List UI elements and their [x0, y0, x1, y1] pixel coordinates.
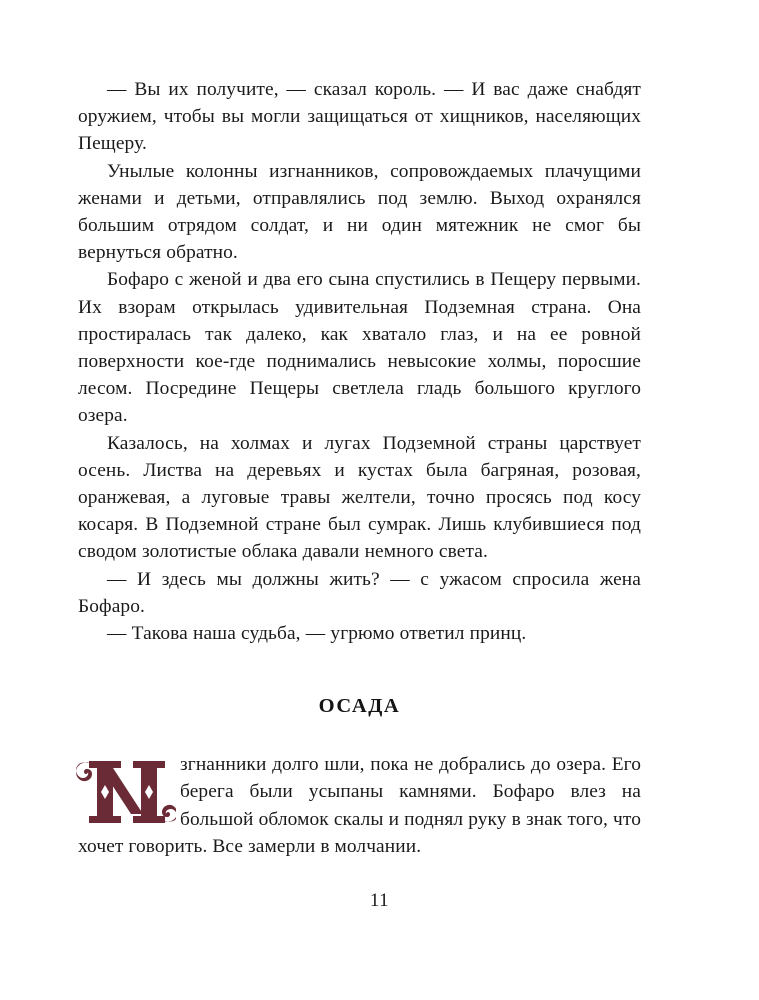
paragraph: — И здесь мы должны жить? — с ужасом спросила жена Бофаро. — [78, 568, 641, 617]
heading-spacer-above — [78, 647, 641, 695]
heading-spacer-below — [78, 718, 641, 751]
page-number: 11 — [369, 890, 390, 911]
paragraph: Бофаро с женой и два его сына спустились в Пещеру первыми. Их взорам открылась удивительная Подземная страна. Она простиралась так далеко, как хватало глаз, и на ее ровной поверхности кое-где поднимались невысокие холмы, поросшие лесом. Посредине Пещеры светлела гладь большого круглого озера. — [78, 269, 641, 427]
paragraph: — Такова наша судьба, — угрюмо ответил принц. — [107, 623, 527, 645]
drop-cap-letter-i — [76, 753, 176, 831]
chapter-opening-text: згнанники долго шли, пока не добрались до озера. Его берега были усыпаны камнями. Бофаро влез на большой обломок скалы и поднял руку в знак того, что хочет говорить. Все замерли в молчании. — [78, 754, 641, 857]
chapter-opening-paragraph — [78, 751, 641, 860]
text-column — [78, 76, 641, 860]
chapter-heading: ОСАДА — [318, 695, 401, 718]
paragraph: — Вы их получите, — сказал король. — И вас даже снабдят оружием, чтобы вы могли защищаться от хищников, населяющих Пещеру. — [78, 79, 641, 155]
paragraph: Унылые колонны изгнанников, сопровождаемых плачущими женами и детьми, отправлялись под землю. Выход охранялся большим отрядом солдат, и ни один мятежник не смог бы вернуться обратно. — [78, 160, 641, 264]
paragraph: Казалось, на холмах и лугах Подземной страны царствует осень. Листва на деревьях и кустах была багряная, розовая, оранжевая, а луговые травы желтели, точно просясь под косу косаря. В Подземной стране был сумрак. Лишь клубившиеся под сводом золотистые облака давали немного света. — [78, 432, 641, 563]
